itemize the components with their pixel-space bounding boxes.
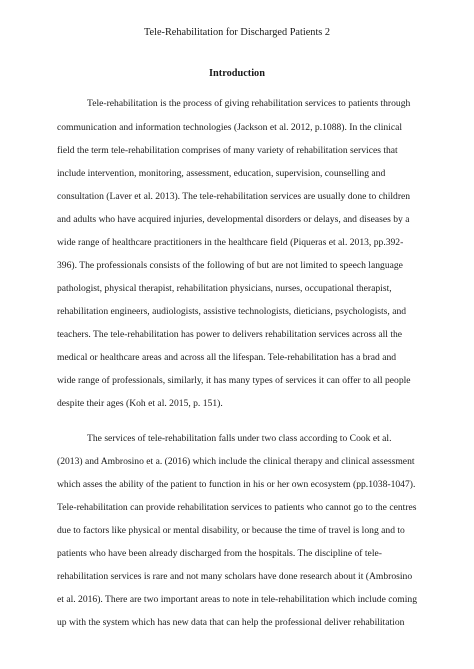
paragraph-line: despite their ages (Koh et al. 2015, p. 151). [57,398,223,409]
paragraph-line: which asses the ability of the patient to function in his or her own ecosystem (pp.1038-1047). [57,479,416,490]
paragraph-line: pathologist, physical therapist, rehabilitation physicians, nurses, occupational therapist, [57,283,392,294]
paragraph-line: include intervention, monitoring, assessment, education, supervision, counselling and [57,168,386,179]
paragraph-line: patients who have been already discharged from the hospitals. The discipline of tele- [57,548,382,559]
paragraph-line: wide range of healthcare practitioners in the healthcare field (Piqueras et al. 2013, pp.392- [57,237,404,248]
paragraph-line: consultation (Laver et al. 2013). The tele-rehabilitation services are usually done to children [57,191,411,202]
paragraph-line: et al. 2016). There are two important areas to note in tele-rehabilitation which include coming [57,594,417,605]
paragraph-line: wide range of professionals, similarly, it has many types of services it can offer to all people [57,375,411,386]
paragraph-line: due to factors like physical or mental disability, or because the time of travel is long and to [57,525,405,536]
paragraph-line: teachers. The tele-rehabilitation has power to delivers rehabilitation services across all the [57,329,403,340]
paragraph-line: 396). The professionals consists of the following of but are not limited to speech language [57,260,403,271]
paragraph-line: Tele-rehabilitation is the process of giving rehabilitation services to patients through [87,98,411,109]
running-head: Tele-Rehabilitation for Discharged Patients 2 [143,27,331,38]
section-heading: Introduction [209,68,265,79]
paragraph-line: medical or healthcare areas and across all the lifespan. Tele-rehabilitation has a brad and [57,352,397,363]
paragraph-line: rehabilitation services is rare and not many scholars have done research about it (Ambrosino [57,571,413,582]
paragraph-line: communication and information technologies (Jackson et al. 2012, p.1088). In the clinical [57,122,403,133]
paragraph-line: Tele-rehabilitation can provide rehabilitation services to patients who cannot go to the centres [57,502,417,513]
paragraph-line: field the term tele-rehabilitation comprises of many variety of rehabilitation services that [57,145,398,156]
paragraph-line: up with the system which has new data that can help the professional deliver rehabilitation [57,617,405,628]
paragraph-line: rehabilitation engineers, audiologists, assistive technologists, dieticians, psychologists, and [57,306,407,317]
paragraph-line: (2013) and Ambrosino et a. (2016) which include the clinical therapy and clinical assessment [57,456,415,467]
paragraph-line: and adults who have acquired injuries, developmental disorders or delays, and diseases by a [57,214,410,225]
paragraph-line: The services of tele-rehabilitation falls under two class according to Cook et al. [87,433,392,444]
